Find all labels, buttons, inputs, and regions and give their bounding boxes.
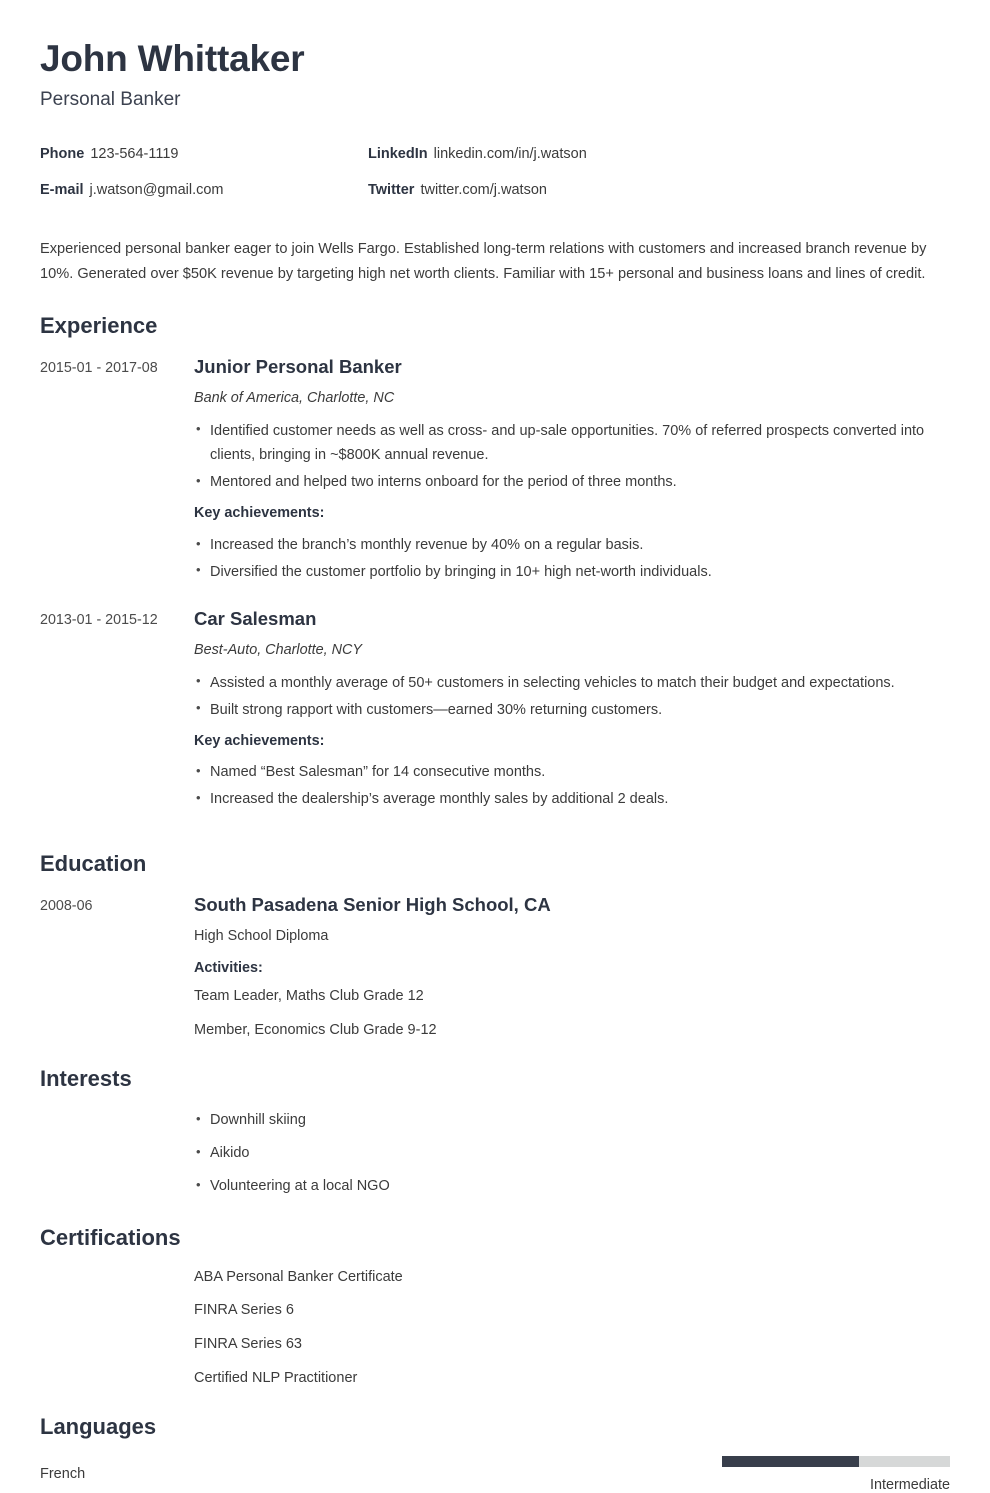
certification-item: FINRA Series 63	[194, 1336, 302, 1353]
education-entry-degree: High School Diploma	[194, 927, 329, 944]
section-title-education: Education	[40, 851, 147, 877]
section-languages	[40, 1414, 950, 1493]
resume-header	[40, 38, 950, 112]
certifications-list-wrapper	[40, 1268, 950, 1388]
section-experience	[40, 313, 950, 821]
contact-twitter-value[interactable]: twitter.com/j.watson	[420, 181, 547, 198]
experience-achievements-label: Key achievements:	[194, 505, 325, 522]
section-education	[40, 851, 950, 1040]
education-entry	[40, 894, 950, 1040]
list-item: • Named “Best Salesman” for 14 consecutive months.	[194, 760, 950, 785]
education-entry-body	[194, 894, 950, 1040]
candidate-job-title: Personal Banker	[40, 89, 181, 111]
language-row	[40, 1456, 950, 1493]
section-title-experience: Experience	[40, 313, 158, 339]
language-name: French	[40, 1466, 86, 1483]
list-item: • Aikido	[194, 1141, 950, 1166]
contact-twitter	[368, 182, 950, 199]
experience-entry-body	[194, 608, 950, 821]
experience-entry-role: Junior Personal Banker	[194, 355, 402, 377]
certification-item: ABA Personal Banker Certificate	[194, 1268, 403, 1285]
list-item: • Built strong rapport with customers—earned 30% returning customers.	[194, 698, 950, 723]
professional-summary: Experienced personal banker eager to join Wells Fargo. Established long-term relations with customers and increased branch revenue by 10%. Generated over $50K revenue by targeting high net worth clients. Familiar with 15+ personal and business loans and lines of credit.	[40, 241, 927, 283]
section-title-interests: Interests	[40, 1065, 132, 1091]
contact-linkedin	[368, 146, 950, 163]
list-item: • Assisted a monthly average of 50+ customers in selecting vehicles to match their budget and expectations.	[194, 671, 950, 696]
certification-item: FINRA Series 6	[194, 1302, 294, 1319]
list-item: • Increased the branch’s monthly revenue by 40% on a regular basis.	[194, 533, 950, 558]
contact-linkedin-label: LinkedIn	[368, 146, 428, 163]
interests-list	[194, 1108, 950, 1199]
certification-item: Certified NLP Practitioner	[194, 1370, 358, 1387]
education-activity-item: Team Leader, Maths Club Grade 12	[194, 988, 424, 1005]
language-meter-wrapper	[194, 1456, 950, 1493]
education-entry-school: South Pasadena Senior High School, CA	[194, 893, 551, 915]
experience-entry	[40, 608, 950, 821]
contact-email	[40, 182, 368, 199]
experience-entry-date: 2013-01 - 2015-12	[40, 611, 158, 628]
contact-linkedin-value[interactable]: linkedin.com/in/j.watson	[433, 146, 587, 163]
experience-entry-organization: Best-Auto, Charlotte, NCY	[194, 642, 362, 659]
contact-email-value[interactable]: j.watson@gmail.com	[89, 181, 224, 198]
interests-list-wrapper	[40, 1108, 950, 1199]
experience-entry-role: Car Salesman	[194, 607, 317, 629]
contact-phone-value: 123-564-1119	[90, 146, 179, 163]
education-entry-date: 2008-06	[40, 897, 93, 914]
section-certifications	[40, 1225, 950, 1388]
section-interests	[40, 1066, 950, 1199]
list-item: • Mentored and helped two interns onboard for the period of three months.	[194, 470, 950, 495]
experience-entry-achievements	[194, 760, 950, 812]
list-item: • Volunteering at a local NGO	[194, 1174, 950, 1199]
contact-phone-label: Phone	[40, 146, 85, 163]
list-item: • Downhill skiing	[194, 1108, 950, 1133]
section-title-languages: Languages	[40, 1413, 157, 1439]
education-activities-label: Activities:	[194, 959, 263, 976]
section-title-certifications: Certifications	[40, 1225, 181, 1251]
language-proficiency-fill	[722, 1456, 859, 1467]
contact-twitter-label: Twitter	[368, 181, 415, 198]
contact-details	[40, 146, 950, 199]
experience-entry-duties	[194, 671, 950, 723]
language-proficiency-label: Intermediate	[870, 1477, 950, 1493]
language-proficiency-bar	[722, 1456, 950, 1467]
list-item: • Identified customer needs as well as cross- and up-sale opportunities. 70% of referred prospects converted into clients, bringing in ~$800K annual revenue.	[194, 419, 950, 469]
experience-entry-organization: Bank of America, Charlotte, NC	[194, 389, 395, 406]
experience-entry	[40, 356, 950, 594]
list-item: • Increased the dealership’s average monthly sales by additional 2 deals.	[194, 787, 950, 812]
experience-achievements-label: Key achievements:	[194, 732, 325, 749]
contact-phone	[40, 146, 368, 163]
experience-entry-date: 2015-01 - 2017-08	[40, 359, 158, 376]
list-item: • Diversified the customer portfolio by bringing in 10+ high net-worth individuals.	[194, 560, 950, 585]
education-activity-item: Member, Economics Club Grade 9-12	[194, 1022, 437, 1039]
experience-entry-achievements	[194, 533, 950, 585]
experience-entry-body	[194, 356, 950, 594]
candidate-name: John Whittaker	[40, 38, 305, 79]
contact-email-label: E-mail	[40, 181, 84, 198]
experience-entry-duties	[194, 419, 950, 496]
